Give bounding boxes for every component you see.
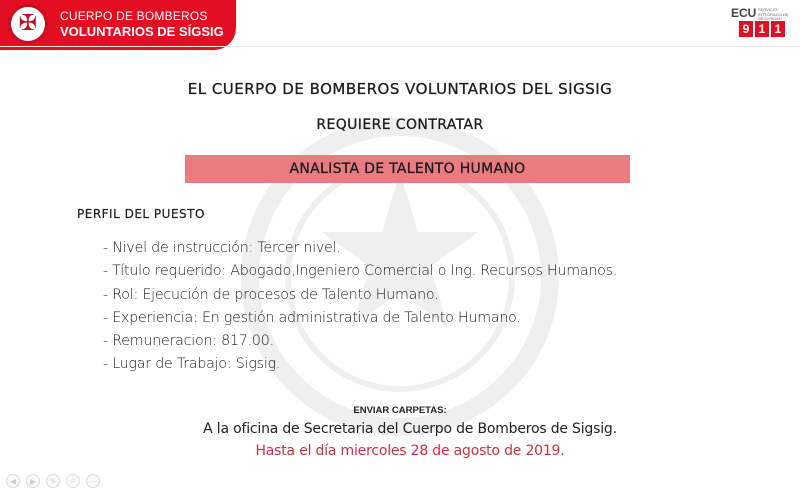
next-icon[interactable]: ▶ <box>26 474 40 488</box>
ecu-digit: 1 <box>771 21 785 37</box>
send-destination: A la oficina de Secretaria del Cuerpo de Bomberos de Sigsig. <box>203 421 617 437</box>
header-banner <box>0 0 236 50</box>
requirement-item: - Rol: Ejecución de procesos de Talento Humano. <box>103 286 439 303</box>
requirements-list <box>103 237 617 377</box>
position-bar <box>185 155 630 183</box>
header-divider <box>0 46 800 47</box>
profile-title: PERFIL DEL PUESTO <box>77 207 205 221</box>
previous-icon[interactable]: ◀ <box>6 474 20 488</box>
announcement-heading: EL CUERPO DE BOMBEROS VOLUNTARIOS DEL SIGSIG <box>187 80 613 98</box>
zoom-icon[interactable]: ⌕ <box>66 474 80 488</box>
ecu-label: ECU <box>731 6 757 20</box>
requirement-item: - Nivel de instrucción: Tercer nivel. <box>103 240 341 256</box>
fire-department-logo-icon: ✠ <box>8 4 48 44</box>
pen-icon[interactable]: ✎ <box>46 474 60 488</box>
requirement-item: - Experiencia: En gestión administrativa de Talento Humano. <box>103 309 521 326</box>
org-name-line1: CUERPO DE BOMBEROS <box>60 9 208 23</box>
ecu-digit: 1 <box>755 21 769 37</box>
announcement-subheading: REQUIERE CONTRATAR <box>316 117 484 133</box>
send-label: ENVIAR CARPETAS: <box>353 405 447 416</box>
ecu-911-logo <box>731 6 791 42</box>
slide-player-controls <box>6 474 100 488</box>
requirement-item: - Título requerido: Abogado,Ingeniero Comercial o Ing. Recursos Humanos. <box>103 263 618 280</box>
more-icon[interactable]: ⋯ <box>86 474 100 488</box>
ecu-digit: 9 <box>739 21 753 37</box>
org-name-line2: VOLUNTARIOS DE SÍGSIG <box>60 24 224 39</box>
deadline-text: Hasta el día miercoles 28 de agosto de 2019. <box>255 443 565 459</box>
requirement-item: - Remuneracion: 817.00. <box>103 333 274 350</box>
ecu-tagline: SERVICIO INTEGRADO DE SEGURIDAD <box>758 7 789 21</box>
requirement-item: - Lugar de Trabajo: Sigsig. <box>103 356 281 373</box>
position-title: ANALISTA DE TALENTO HUMANO <box>289 161 526 177</box>
